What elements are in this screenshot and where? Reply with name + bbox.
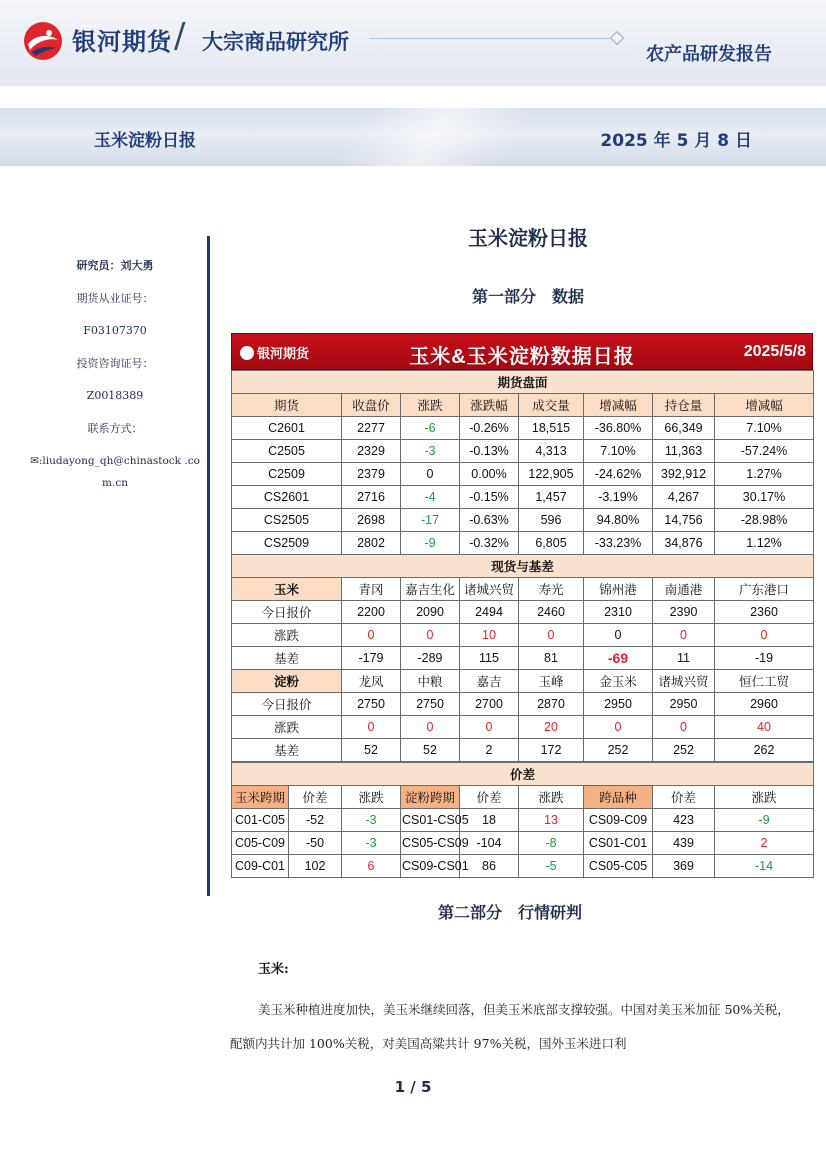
table-cell: -289 [401,647,460,670]
section-row-futures [232,371,814,394]
table-cell: 2329 [342,440,401,463]
table-cell: 7.10% [715,417,814,440]
table-cell: 2460 [519,601,584,624]
table-cell: C01-C05 [232,809,289,832]
table-cell: 0 [342,716,401,739]
table-cell: 252 [584,739,653,762]
table-cell: 0 [401,716,460,739]
table-cell: 1.27% [715,463,814,486]
section-label-spot: 现货与基差 [232,555,814,578]
table-cell: 2750 [401,693,460,716]
column-header: 青冈 [342,578,401,601]
table-cell: 86 [460,855,519,878]
corn-price-row [232,601,814,624]
table-cell: -179 [342,647,401,670]
table-cell: 2090 [401,601,460,624]
table-cell: 2750 [342,693,401,716]
data-report-table [231,333,813,878]
table-cell: 14,756 [653,509,715,532]
table-cell: 10 [460,624,519,647]
table-cell: 0 [519,624,584,647]
column-header: 价差 [460,786,519,809]
column-header: 成交量 [519,394,584,417]
table-cell: 7.10% [584,440,653,463]
table-cell: C2601 [232,417,342,440]
table-cell: 52 [401,739,460,762]
table-cell: 2360 [715,601,814,624]
section-heading-analysis: 第二部分 行情研判 [437,903,582,922]
column-header: 增减幅 [715,394,814,417]
table-cell: -3 [401,440,460,463]
column-header: 淀粉跨期 [401,786,460,809]
table-cell: CS2509 [232,532,342,555]
corn-header-row [232,578,814,601]
table-cell: -0.32% [460,532,519,555]
brand-name: 银河期货 [72,28,172,56]
table-cell: 2 [460,739,519,762]
column-header: 南通港 [653,578,715,601]
spread-row [232,855,814,878]
contact-label: 联系方式： [87,422,143,435]
department-name: 大宗商品研究所 [202,30,349,54]
column-header: 涨跌幅 [460,394,519,417]
invest-cert-number: Z0018389 [86,389,144,402]
table-cell: 262 [715,739,814,762]
table-cell: 2950 [584,693,653,716]
table-cell: 30.17% [715,486,814,509]
table-cell: -0.26% [460,417,519,440]
starch-price-row [232,693,814,716]
table-cell: 2390 [653,601,715,624]
report-type: 农产品研发报告 [646,44,772,65]
table-cell: -0.13% [460,440,519,463]
futures-row [232,417,814,440]
section-label-spread: 价差 [232,763,814,786]
column-header: 价差 [289,786,342,809]
futures-header-row [232,394,814,417]
table-cell: 439 [653,832,715,855]
table-cell: 0 [653,624,715,647]
column-header: 嘉吉生化 [401,578,460,601]
table-cell: 6 [342,855,401,878]
table-cell: 18 [460,809,519,832]
table-cell: -17 [401,509,460,532]
column-header: 锦州港 [584,578,653,601]
table-cell: 2950 [653,693,715,716]
table-cell: 2277 [342,417,401,440]
table-cell: 0 [715,624,814,647]
column-header: 龙凤 [342,670,401,693]
column-header: 寿光 [519,578,584,601]
futures-cert-label: 期货从业证号： [76,292,154,305]
column-header: 淀粉 [232,670,342,693]
column-header: 广东港口 [715,578,814,601]
page-number: 1 / 5 [394,1078,432,1096]
table-cell: CS09-C09 [584,809,653,832]
analyst-name: 研究员：刘大勇 [76,259,154,272]
table-cell: 102 [289,855,342,878]
table-cell: C09-C01 [232,855,289,878]
section-heading-data: 第一部分 数据 [471,287,584,306]
futures-row [232,509,814,532]
table-cell: 1.12% [715,532,814,555]
table-cell: 2716 [342,486,401,509]
spread-header-row [232,786,814,809]
table-cell: -4 [401,486,460,509]
table-cell: 2960 [715,693,814,716]
table-cell: -19 [715,647,814,670]
table-cell: 1,457 [519,486,584,509]
table-cell: 2494 [460,601,519,624]
table-cell: 今日报价 [232,601,342,624]
table-cell: -3 [342,809,401,832]
table-cell: -9 [715,809,814,832]
table-cell: 122,905 [519,463,584,486]
section-row-spot [232,555,814,578]
table-cell: 涨跌 [232,716,342,739]
futures-row [232,532,814,555]
table-cell: 涨跌 [232,624,342,647]
table-cell: 13 [519,809,584,832]
table-cell: 423 [653,809,715,832]
column-header: 恒仁工贸 [715,670,814,693]
table-cell: 2870 [519,693,584,716]
galaxy-logo-icon [22,20,64,62]
table-cell: -28.98% [715,509,814,532]
table-cell: 11,363 [653,440,715,463]
contact-email-cont[interactable]: m.cn [102,477,128,489]
table-cell: 52 [342,739,401,762]
band-decoration [300,108,600,166]
table-cell: 81 [519,647,584,670]
section-label-futures: 期货盘面 [232,371,814,394]
table-cell: 2700 [460,693,519,716]
invest-cert-label: 投资咨询证号： [76,357,154,370]
table-cell: 0 [460,716,519,739]
corn-change-row [232,624,814,647]
table-cell: 34,876 [653,532,715,555]
column-header: 期货 [232,394,342,417]
table-cell: -36.80% [584,417,653,440]
table-cell: -0.15% [460,486,519,509]
table-cell: CS01-C01 [584,832,653,855]
table-cell: 2 [715,832,814,855]
table-cell: -69 [584,647,653,670]
column-header: 涨跌 [342,786,401,809]
sidebar-divider [207,236,210,896]
table-cell: 4,267 [653,486,715,509]
table-cell: -9 [401,532,460,555]
table-cell: 2802 [342,532,401,555]
futures-cert-number: F03107370 [83,324,147,337]
table-banner [231,333,813,370]
table-cell: -50 [289,832,342,855]
spread-table [231,762,814,878]
table-cell: 0.00% [460,463,519,486]
table-cell: -5 [519,855,584,878]
table-cell: CS05-C05 [584,855,653,878]
futures-row [232,486,814,509]
corn-analysis-paragraph: 美玉米种植进度加快，美玉米继续回落，但美玉米底部支撑较强。中国对美玉米加征 50%关税，配额内共计加 100%关税，对美国高粱共计 97%关税，国外玉米进口利 [230,1002,790,1051]
subheading-corn: 玉米: [258,962,289,977]
document-title: 玉米淀粉日报 [468,226,588,250]
table-cell: 172 [519,739,584,762]
corn-basis-row [232,647,814,670]
table-cell: -14 [715,855,814,878]
table-cell: CS2505 [232,509,342,532]
futures-row [232,463,814,486]
column-header: 持仓量 [653,394,715,417]
table-cell: CS01-CS05 [401,809,460,832]
section-row-spread [232,763,814,786]
table-cell: -3 [342,832,401,855]
table-cell: -0.63% [460,509,519,532]
table-cell: -3.19% [584,486,653,509]
table-cell: 4,313 [519,440,584,463]
table-cell: 40 [715,716,814,739]
table-cell: 0 [342,624,401,647]
starch-header-row [232,670,814,693]
starch-basis-row [232,739,814,762]
table-cell: CS09-CS01 [401,855,460,878]
table-cell: 6,805 [519,532,584,555]
table-cell: 66,349 [653,417,715,440]
column-header: 涨跌 [401,394,460,417]
band-title: 玉米淀粉日报 [94,131,196,151]
table-cell: 115 [460,647,519,670]
column-header: 诸城兴贸 [460,578,519,601]
table-cell: C05-C09 [232,832,289,855]
table-cell: 0 [584,716,653,739]
starch-change-row [232,716,814,739]
table-cell: 2310 [584,601,653,624]
table-cell: -24.62% [584,463,653,486]
column-header: 收盘价 [342,394,401,417]
table-cell: C2505 [232,440,342,463]
table-cell: 基差 [232,647,342,670]
contact-email[interactable]: ✉:liudayong_qh@chinastock .co [30,455,200,467]
table-cell: 2200 [342,601,401,624]
table-cell: 2379 [342,463,401,486]
column-header: 跨品种 [584,786,653,809]
column-header: 中粮 [401,670,460,693]
column-header: 价差 [653,786,715,809]
table-cell: 94.80% [584,509,653,532]
column-header: 玉峰 [519,670,584,693]
table-cell: -33.23% [584,532,653,555]
spread-row [232,832,814,855]
header-slash: / [174,16,186,56]
table-cell: 596 [519,509,584,532]
banner-date: 2025/5/8 [743,343,806,360]
table-cell: 0 [584,624,653,647]
spread-row [232,809,814,832]
table-cell: CS2601 [232,486,342,509]
column-header: 嘉吉 [460,670,519,693]
header-divider-line [370,38,620,39]
futures-row [232,440,814,463]
table-cell: 20 [519,716,584,739]
column-header: 金玉米 [584,670,653,693]
table-cell: 2698 [342,509,401,532]
table-cell: C2509 [232,463,342,486]
table-cell: 基差 [232,739,342,762]
banner-logo-text: 银河期货 [257,346,310,361]
header-diamond-ornament [610,31,624,45]
column-header: 玉米跨期 [232,786,289,809]
table-cell: 369 [653,855,715,878]
table-cell: 11 [653,647,715,670]
table-cell: -104 [460,832,519,855]
table-cell: -8 [519,832,584,855]
column-header: 涨跌 [519,786,584,809]
table-cell: CS05-CS09 [401,832,460,855]
table-cell: -57.24% [715,440,814,463]
table-cell: 0 [401,624,460,647]
table-cell: -52 [289,809,342,832]
table-cell: 今日报价 [232,693,342,716]
column-header: 涨跌 [715,786,814,809]
table-cell: 392,912 [653,463,715,486]
banner-title: 玉米&玉米淀粉数据日报 [409,346,635,368]
column-header: 诸城兴贸 [653,670,715,693]
table-cell: -6 [401,417,460,440]
futures-spot-table [231,370,814,762]
table-cell: 252 [653,739,715,762]
table-cell: 18,515 [519,417,584,440]
column-header: 增减幅 [584,394,653,417]
table-cell: 0 [401,463,460,486]
report-date: 2025 年 5 月 8 日 [600,131,752,151]
table-cell: 0 [653,716,715,739]
column-header: 玉米 [232,578,342,601]
